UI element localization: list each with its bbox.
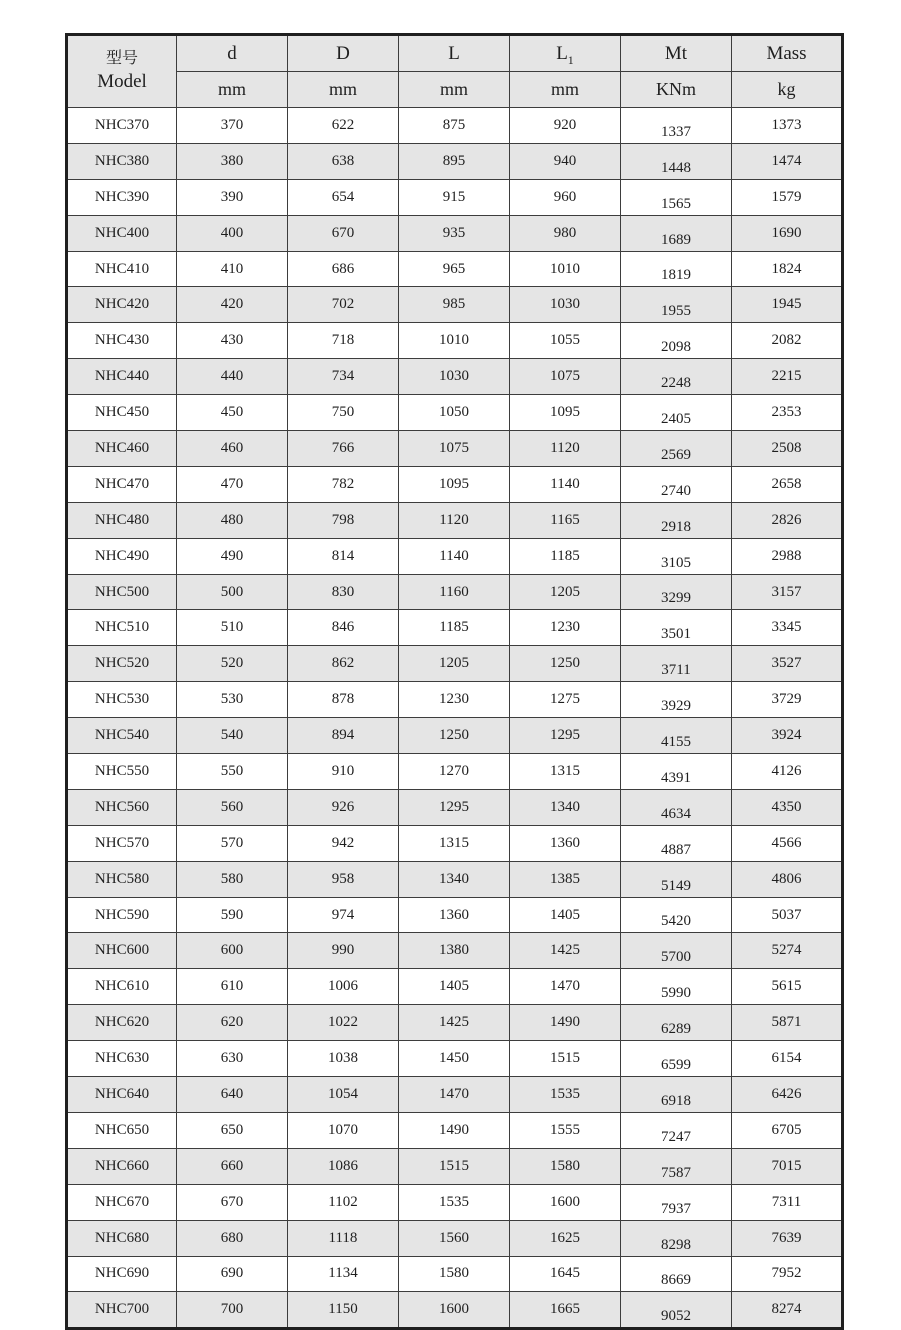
model-cell: NHC400: [67, 215, 177, 251]
model-cell: NHC580: [67, 861, 177, 897]
value-cell: 480: [177, 502, 288, 538]
value-cell: 766: [288, 431, 399, 467]
value-cell: 8669: [621, 1256, 732, 1292]
value-cell: 1205: [399, 646, 510, 682]
value-cell: 680: [177, 1220, 288, 1256]
table-row: [67, 1005, 843, 1041]
value-cell: 1022: [288, 1005, 399, 1041]
col-header-D: D: [288, 35, 399, 72]
table-row: [67, 215, 843, 251]
value-cell: 2215: [732, 359, 843, 395]
value-cell: 5420: [621, 897, 732, 933]
value-cell: 4634: [621, 789, 732, 825]
value-cell: 2508: [732, 431, 843, 467]
value-cell: 650: [177, 1112, 288, 1148]
table-row: [67, 897, 843, 933]
value-cell: 1205: [510, 574, 621, 610]
table-row: [67, 323, 843, 359]
model-cell: NHC420: [67, 287, 177, 323]
value-cell: 814: [288, 538, 399, 574]
value-cell: 1490: [510, 1005, 621, 1041]
unit-header-Mt: KNm: [621, 72, 732, 108]
value-cell: 1819: [621, 251, 732, 287]
value-cell: 7015: [732, 1148, 843, 1184]
table-row: [67, 754, 843, 790]
value-cell: 1050: [399, 395, 510, 431]
value-cell: 1118: [288, 1220, 399, 1256]
value-cell: 1690: [732, 215, 843, 251]
table-row: [67, 646, 843, 682]
value-cell: 7311: [732, 1184, 843, 1220]
value-cell: 1600: [510, 1184, 621, 1220]
unit-header-Mass: kg: [732, 72, 843, 108]
value-cell: 1075: [510, 359, 621, 395]
model-cell: NHC530: [67, 682, 177, 718]
value-cell: 420: [177, 287, 288, 323]
value-cell: 670: [177, 1184, 288, 1220]
value-cell: 1275: [510, 682, 621, 718]
value-cell: 960: [510, 179, 621, 215]
value-cell: 450: [177, 395, 288, 431]
value-cell: 1565: [621, 179, 732, 215]
value-cell: 5274: [732, 933, 843, 969]
model-cell: NHC380: [67, 143, 177, 179]
value-cell: 985: [399, 287, 510, 323]
value-cell: 1120: [510, 431, 621, 467]
table-row: [67, 610, 843, 646]
model-cell: NHC500: [67, 574, 177, 610]
table-row: [67, 431, 843, 467]
value-cell: 718: [288, 323, 399, 359]
value-cell: 610: [177, 969, 288, 1005]
value-cell: 1140: [399, 538, 510, 574]
model-cell: NHC540: [67, 718, 177, 754]
value-cell: 530: [177, 682, 288, 718]
table-row: [67, 825, 843, 861]
col-header-L: L: [399, 35, 510, 72]
value-cell: 1380: [399, 933, 510, 969]
value-cell: 6705: [732, 1112, 843, 1148]
value-cell: 620: [177, 1005, 288, 1041]
value-cell: 1010: [510, 251, 621, 287]
value-cell: 2353: [732, 395, 843, 431]
value-cell: 894: [288, 718, 399, 754]
value-cell: 1134: [288, 1256, 399, 1292]
model-cell: NHC440: [67, 359, 177, 395]
table-row: [67, 1256, 843, 1292]
table-header: [67, 35, 843, 108]
value-cell: 1075: [399, 431, 510, 467]
value-cell: 1555: [510, 1112, 621, 1148]
col-header-L1: $L_1$: [510, 35, 621, 72]
model-cell: NHC610: [67, 969, 177, 1005]
value-cell: 4391: [621, 754, 732, 790]
table-row: [67, 861, 843, 897]
value-cell: 460: [177, 431, 288, 467]
value-cell: 3527: [732, 646, 843, 682]
value-cell: 3157: [732, 574, 843, 610]
model-cell: NHC570: [67, 825, 177, 861]
table-row: [67, 538, 843, 574]
value-cell: 5037: [732, 897, 843, 933]
table-row: [67, 1220, 843, 1256]
value-cell: 440: [177, 359, 288, 395]
value-cell: 1230: [510, 610, 621, 646]
model-cell: NHC690: [67, 1256, 177, 1292]
value-cell: 1030: [399, 359, 510, 395]
value-cell: 2082: [732, 323, 843, 359]
value-cell: 1425: [399, 1005, 510, 1041]
value-cell: 1824: [732, 251, 843, 287]
value-cell: 1405: [510, 897, 621, 933]
model-cell: NHC490: [67, 538, 177, 574]
value-cell: 3501: [621, 610, 732, 646]
value-cell: 5615: [732, 969, 843, 1005]
value-cell: 590: [177, 897, 288, 933]
table-row: [67, 466, 843, 502]
value-cell: 1535: [399, 1184, 510, 1220]
value-cell: 846: [288, 610, 399, 646]
value-cell: 1165: [510, 502, 621, 538]
value-cell: 782: [288, 466, 399, 502]
value-cell: 6599: [621, 1041, 732, 1077]
value-cell: 5700: [621, 933, 732, 969]
model-cell: NHC480: [67, 502, 177, 538]
model-cell: NHC390: [67, 179, 177, 215]
value-cell: 2405: [621, 395, 732, 431]
value-cell: 7587: [621, 1148, 732, 1184]
value-cell: 1560: [399, 1220, 510, 1256]
model-cell: NHC700: [67, 1292, 177, 1329]
value-cell: 1405: [399, 969, 510, 1005]
value-cell: 702: [288, 287, 399, 323]
value-cell: 1360: [510, 825, 621, 861]
value-cell: 520: [177, 646, 288, 682]
model-cell: NHC370: [67, 108, 177, 144]
table-row: [67, 287, 843, 323]
value-cell: 580: [177, 861, 288, 897]
table-row: [67, 682, 843, 718]
spec-table: [65, 33, 844, 1330]
table-row: [67, 395, 843, 431]
value-cell: 400: [177, 215, 288, 251]
value-cell: 1515: [399, 1148, 510, 1184]
table-row: [67, 1148, 843, 1184]
unit-header-L1: mm: [510, 72, 621, 108]
value-cell: 942: [288, 825, 399, 861]
col-header-model: [67, 35, 177, 108]
model-cell: NHC560: [67, 789, 177, 825]
value-cell: 6154: [732, 1041, 843, 1077]
value-cell: 500: [177, 574, 288, 610]
value-cell: 370: [177, 108, 288, 144]
value-cell: 1185: [510, 538, 621, 574]
value-cell: 940: [510, 143, 621, 179]
table-row: [67, 108, 843, 144]
value-cell: 7639: [732, 1220, 843, 1256]
value-cell: 410: [177, 251, 288, 287]
unit-header-L: mm: [399, 72, 510, 108]
value-cell: 3729: [732, 682, 843, 718]
value-cell: 622: [288, 108, 399, 144]
value-cell: 1140: [510, 466, 621, 502]
value-cell: 7937: [621, 1184, 732, 1220]
value-cell: 1295: [399, 789, 510, 825]
table-row: [67, 574, 843, 610]
value-cell: 935: [399, 215, 510, 251]
model-cell: NHC450: [67, 395, 177, 431]
value-cell: 560: [177, 789, 288, 825]
value-cell: 5149: [621, 861, 732, 897]
value-cell: 2918: [621, 502, 732, 538]
value-cell: 630: [177, 1041, 288, 1077]
value-cell: 990: [288, 933, 399, 969]
value-cell: 3929: [621, 682, 732, 718]
model-cell: NHC550: [67, 754, 177, 790]
table-row: [67, 789, 843, 825]
value-cell: 3299: [621, 574, 732, 610]
value-cell: 4155: [621, 718, 732, 754]
value-cell: 2569: [621, 431, 732, 467]
value-cell: 1250: [399, 718, 510, 754]
value-cell: 1474: [732, 143, 843, 179]
value-cell: 1579: [732, 179, 843, 215]
value-cell: 6426: [732, 1077, 843, 1113]
value-cell: 1070: [288, 1112, 399, 1148]
value-cell: 1337: [621, 108, 732, 144]
value-cell: 980: [510, 215, 621, 251]
value-cell: 1150: [288, 1292, 399, 1329]
value-cell: 550: [177, 754, 288, 790]
value-cell: 1295: [510, 718, 621, 754]
model-cell: NHC460: [67, 431, 177, 467]
model-cell: NHC410: [67, 251, 177, 287]
value-cell: 5871: [732, 1005, 843, 1041]
model-header-en: Model: [97, 71, 147, 93]
value-cell: 690: [177, 1256, 288, 1292]
model-cell: NHC670: [67, 1184, 177, 1220]
value-cell: 1006: [288, 969, 399, 1005]
value-cell: 3105: [621, 538, 732, 574]
table-row: [67, 1077, 843, 1113]
value-cell: 3345: [732, 610, 843, 646]
value-cell: 1470: [510, 969, 621, 1005]
col-header-d: d: [177, 35, 288, 72]
value-cell: 1030: [510, 287, 621, 323]
value-cell: 974: [288, 897, 399, 933]
value-cell: 1095: [510, 395, 621, 431]
value-cell: 660: [177, 1148, 288, 1184]
value-cell: 1580: [399, 1256, 510, 1292]
value-cell: 600: [177, 933, 288, 969]
model-cell: NHC520: [67, 646, 177, 682]
value-cell: 1270: [399, 754, 510, 790]
table-body: [67, 108, 843, 1329]
model-cell: NHC600: [67, 933, 177, 969]
value-cell: 7952: [732, 1256, 843, 1292]
table-row: [67, 1184, 843, 1220]
value-cell: 4126: [732, 754, 843, 790]
value-cell: 700: [177, 1292, 288, 1329]
unit-header-D: mm: [288, 72, 399, 108]
value-cell: 640: [177, 1077, 288, 1113]
model-cell: NHC660: [67, 1148, 177, 1184]
value-cell: 638: [288, 143, 399, 179]
value-cell: 734: [288, 359, 399, 395]
value-cell: 1515: [510, 1041, 621, 1077]
model-cell: NHC680: [67, 1220, 177, 1256]
value-cell: 1945: [732, 287, 843, 323]
table-row: [67, 1041, 843, 1077]
value-cell: 1535: [510, 1077, 621, 1113]
value-cell: 1160: [399, 574, 510, 610]
value-cell: 3924: [732, 718, 843, 754]
value-cell: 1665: [510, 1292, 621, 1329]
value-cell: 1010: [399, 323, 510, 359]
value-cell: 6918: [621, 1077, 732, 1113]
value-cell: 540: [177, 718, 288, 754]
value-cell: 1450: [399, 1041, 510, 1077]
value-cell: 915: [399, 179, 510, 215]
value-cell: 1360: [399, 897, 510, 933]
value-cell: 862: [288, 646, 399, 682]
value-cell: 920: [510, 108, 621, 144]
value-cell: 1185: [399, 610, 510, 646]
value-cell: 1250: [510, 646, 621, 682]
value-cell: 1340: [399, 861, 510, 897]
model-cell: NHC640: [67, 1077, 177, 1113]
value-cell: 1038: [288, 1041, 399, 1077]
value-cell: 958: [288, 861, 399, 897]
col-header-Mass: Mass: [732, 35, 843, 72]
value-cell: 2248: [621, 359, 732, 395]
table-row: [67, 718, 843, 754]
value-cell: 510: [177, 610, 288, 646]
value-cell: 1625: [510, 1220, 621, 1256]
table-row: [67, 969, 843, 1005]
value-cell: 878: [288, 682, 399, 718]
value-cell: 965: [399, 251, 510, 287]
value-cell: 1955: [621, 287, 732, 323]
model-cell: NHC620: [67, 1005, 177, 1041]
table-row: [67, 179, 843, 215]
value-cell: 430: [177, 323, 288, 359]
value-cell: 6289: [621, 1005, 732, 1041]
model-cell: NHC470: [67, 466, 177, 502]
value-cell: 4887: [621, 825, 732, 861]
value-cell: 830: [288, 574, 399, 610]
value-cell: 910: [288, 754, 399, 790]
value-cell: 670: [288, 215, 399, 251]
value-cell: 4350: [732, 789, 843, 825]
value-cell: 4806: [732, 861, 843, 897]
value-cell: 7247: [621, 1112, 732, 1148]
value-cell: 8274: [732, 1292, 843, 1329]
value-cell: 686: [288, 251, 399, 287]
value-cell: 798: [288, 502, 399, 538]
value-cell: 2826: [732, 502, 843, 538]
table-row: [67, 933, 843, 969]
table-row: [67, 1292, 843, 1329]
value-cell: 1580: [510, 1148, 621, 1184]
value-cell: 470: [177, 466, 288, 502]
value-cell: 570: [177, 825, 288, 861]
col-header-Mt: Mt: [621, 35, 732, 72]
table-row: [67, 502, 843, 538]
value-cell: 1385: [510, 861, 621, 897]
unit-header-d: mm: [177, 72, 288, 108]
model-cell: NHC650: [67, 1112, 177, 1148]
value-cell: 654: [288, 179, 399, 215]
value-cell: 2098: [621, 323, 732, 359]
value-cell: 4566: [732, 825, 843, 861]
table-row: [67, 251, 843, 287]
model-cell: NHC510: [67, 610, 177, 646]
value-cell: 380: [177, 143, 288, 179]
value-cell: 2740: [621, 466, 732, 502]
value-cell: 1102: [288, 1184, 399, 1220]
value-cell: 9052: [621, 1292, 732, 1329]
value-cell: 2988: [732, 538, 843, 574]
model-cell: NHC430: [67, 323, 177, 359]
value-cell: 390: [177, 179, 288, 215]
value-cell: 750: [288, 395, 399, 431]
value-cell: 1470: [399, 1077, 510, 1113]
value-cell: 5990: [621, 969, 732, 1005]
value-cell: 1054: [288, 1077, 399, 1113]
value-cell: 1689: [621, 215, 732, 251]
value-cell: 1315: [399, 825, 510, 861]
value-cell: 490: [177, 538, 288, 574]
model-cell: NHC590: [67, 897, 177, 933]
model-cell: NHC630: [67, 1041, 177, 1077]
value-cell: 1230: [399, 682, 510, 718]
value-cell: 1373: [732, 108, 843, 144]
value-cell: 2658: [732, 466, 843, 502]
table-row: [67, 1112, 843, 1148]
value-cell: 895: [399, 143, 510, 179]
value-cell: 3711: [621, 646, 732, 682]
model-header-zh: 型号: [105, 49, 138, 67]
value-cell: 1095: [399, 466, 510, 502]
value-cell: 875: [399, 108, 510, 144]
value-cell: 1120: [399, 502, 510, 538]
value-cell: 1490: [399, 1112, 510, 1148]
table-row: [67, 359, 843, 395]
value-cell: 1315: [510, 754, 621, 790]
value-cell: 1645: [510, 1256, 621, 1292]
table-row: [67, 143, 843, 179]
value-cell: 1055: [510, 323, 621, 359]
value-cell: 1086: [288, 1148, 399, 1184]
value-cell: 1448: [621, 143, 732, 179]
value-cell: 8298: [621, 1220, 732, 1256]
value-cell: 1425: [510, 933, 621, 969]
value-cell: 1600: [399, 1292, 510, 1329]
value-cell: 1340: [510, 789, 621, 825]
value-cell: 926: [288, 789, 399, 825]
